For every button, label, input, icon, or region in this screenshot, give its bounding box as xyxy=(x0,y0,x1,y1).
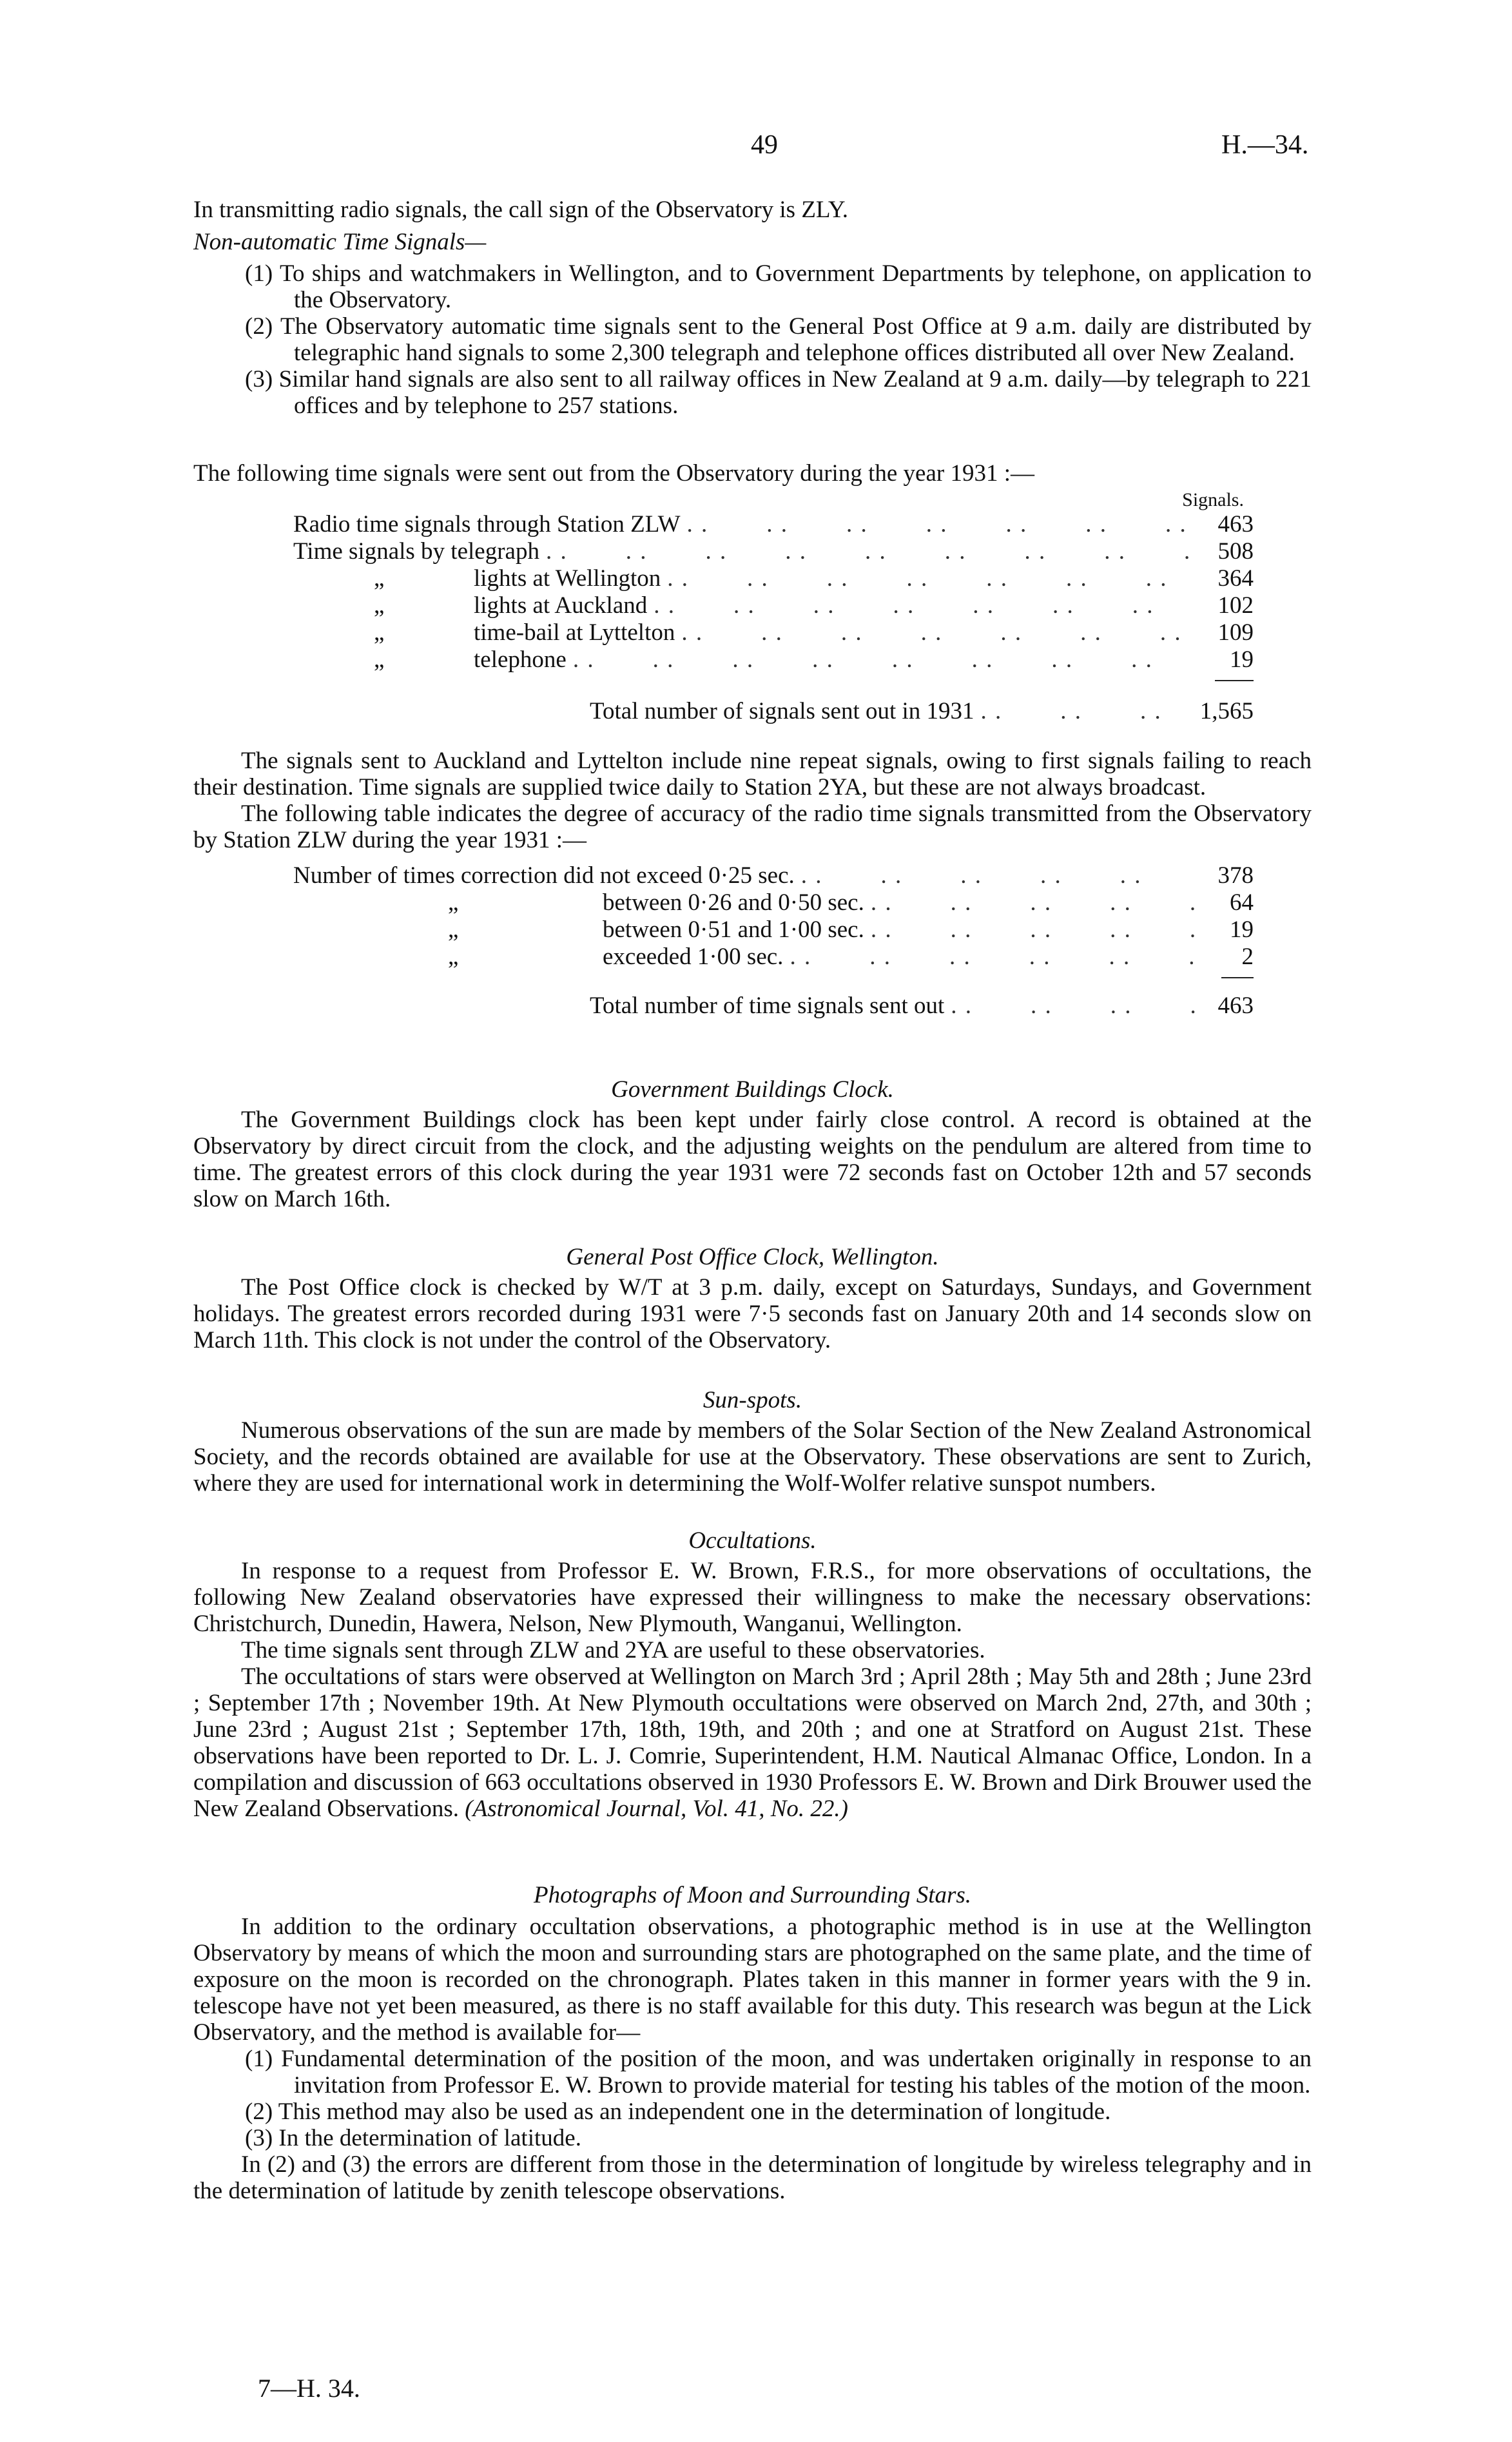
row-value: 19 xyxy=(1230,646,1254,673)
row-label: telephone xyxy=(474,646,567,673)
leader-dots xyxy=(573,646,1196,673)
section-paragraph: In response to a request from Professor E. W. Brown, F.R.S., for more observations of occultations, the following New Zealand observatories have expressed their willingness to make the necessary observations: Christchurch, Dunedin, Hawera, Nelson, New Plymouth, Wanganui, Wellington. xyxy=(193,1558,1312,1637)
table-row xyxy=(293,538,1254,565)
ditto-mark: „ xyxy=(374,619,385,646)
ditto-mark: „ xyxy=(374,592,385,619)
row-label: Time signals by telegraph xyxy=(293,538,539,565)
table-row xyxy=(293,619,1254,646)
table-row xyxy=(293,944,1254,971)
section-heading: Sun-spots. xyxy=(703,1387,802,1413)
row-label: between 0·51 and 1·00 sec. xyxy=(603,916,864,943)
table-intro: The following table indicates the degree of accuracy of the radio time signals transmitted from the Observatory by Station ZLW during the year 1931 :— xyxy=(193,800,1312,853)
list-item: (3) Similar hand signals are also sent to all railway offices in New Zealand at 9 a.m. daily—by telegraph to 221 offices and by telephone to 257 stations. xyxy=(245,366,1312,419)
row-label: exceeded 1·00 sec. xyxy=(603,944,784,970)
leader-dots xyxy=(681,619,1196,646)
row-label: lights at Wellington xyxy=(474,565,661,592)
section-paragraph: The Government Buildings clock has been kept under fairly close control. A record is obtained at the Observatory by direct circuit from the clock, and the adjusting weights on the pendulum are altered from time to time. The greatest errors of this clock during the year 1931 were 72 seconds fast on October 12th and 57 seconds slow on March 16th. xyxy=(193,1107,1312,1212)
intro-section xyxy=(193,197,1312,419)
list-item: (1) To ships and watchmakers in Wellington, and to Government Departments by telephone, on application to the Observatory. xyxy=(245,260,1312,313)
section-heading: General Post Office Clock, Wellington. xyxy=(566,1244,939,1270)
table-row xyxy=(293,646,1254,673)
row-label: lights at Auckland xyxy=(474,592,648,619)
row-value: 508 xyxy=(1217,538,1254,565)
total-label: Total number of signals sent out in 1931 xyxy=(590,698,974,724)
journal-reference: (Astronomical Journal, Vol. 41, No. 22.) xyxy=(465,1796,848,1822)
sum-rule xyxy=(1221,977,1254,978)
table-intro: The following time signals were sent out from the Observatory during the year 1931 :— xyxy=(193,460,1034,487)
section-paragraph: The Post Office clock is checked by W/T at 3 p.m. daily, except on Saturdays, Sundays, and Government holidays. The greatest errors recorded during 1931 were 7·5 seconds fast on January 20th and 14 seconds slow on March 11th. This clock is not under the control of the Observatory. xyxy=(193,1274,1312,1353)
section-heading: Government Buildings Clock. xyxy=(611,1076,894,1103)
ditto-mark: „ xyxy=(448,916,459,943)
row-value: 2 xyxy=(1241,944,1254,970)
column-header: Signals. xyxy=(1182,489,1244,510)
list-item: (2) This method may also be used as an independent one in the determination of longitude. xyxy=(245,2098,1111,2125)
sun-spots-section xyxy=(193,1387,1312,1497)
row-value: 463 xyxy=(1217,511,1254,538)
leader-dots xyxy=(801,862,1196,889)
gpo-clock-section xyxy=(193,1244,1312,1353)
table-row xyxy=(293,592,1254,619)
row-value: 19 xyxy=(1230,916,1254,943)
leader-dots xyxy=(871,889,1196,916)
leader-dots xyxy=(654,592,1196,619)
document-reference: H.—34. xyxy=(1221,130,1309,160)
section-heading: Occultations. xyxy=(688,1527,817,1554)
leader-dots xyxy=(951,993,1196,1019)
leader-dots xyxy=(687,511,1196,538)
row-value: 364 xyxy=(1217,565,1254,592)
leader-dots xyxy=(667,565,1196,592)
row-value: 109 xyxy=(1217,619,1254,646)
leader-dots xyxy=(790,944,1196,970)
table-row xyxy=(293,862,1254,889)
leader-dots xyxy=(546,538,1196,565)
ditto-mark: „ xyxy=(448,889,459,916)
accuracy-section xyxy=(193,748,1312,1020)
row-label: between 0·26 and 0·50 sec. xyxy=(603,889,864,916)
section-paragraph: Numerous observations of the sun are made by members of the Solar Section of the New Zealand Astronomical Society, and the records obtained are available for use at the Observatory. These observations are sent to Zurich, where they are used for international work in determining the Wolf-Wolfer relative sunspot numbers. xyxy=(193,1417,1312,1497)
occultations-section xyxy=(193,1527,1312,1822)
section-paragraph: The occultations of stars were observed at Wellington on March 3rd ; April 28th ; May 5th and 28th ; June 23rd ; September 17th ; November 19th. At New Plymouth occultations were observed on March 2nd, 27th, and 30th ; June 23rd ; August 21st ; September 17th, 18th, 19th, and 20th ; and one at Stratford on August 21st. These observations have been reported to Dr. L. J. Comrie, Superintendent, H.M. Nautical Almanac Office, London. In a compilation and discussion of 663 occultations observed in 1930 Professors E. W. Brown and Dirk Brouwer used the New Zealand Observations. (Astronomical Journal, Vol. 41, No. 22.) xyxy=(193,1663,1312,1822)
section-heading: Photographs of Moon and Surrounding Stars. xyxy=(533,1882,972,1908)
list-item: (3) In the determination of latitude. xyxy=(245,2125,581,2151)
ditto-mark: „ xyxy=(448,944,459,970)
footer-signature: 7—H. 34. xyxy=(258,2374,360,2403)
row-label: time-bail at Lyttelton xyxy=(474,619,675,646)
total-row xyxy=(293,993,1254,1020)
photographs-section xyxy=(193,1882,1312,2204)
row-label: Number of times correction did not exceed 0·25 sec. xyxy=(293,862,795,889)
total-row xyxy=(293,698,1254,725)
sum-rule xyxy=(1215,680,1254,681)
total-value: 1,565 xyxy=(1199,698,1254,724)
table-row xyxy=(293,889,1254,916)
table-row xyxy=(293,511,1254,538)
ditto-mark: „ xyxy=(374,646,385,673)
section-paragraph: In addition to the ordinary occultation observations, a photographic method is in use at the Wellington Observatory by means of which the moon and surrounding stars are photographed on the same plate, and the time of exposure on the moon is recorded on the chronograph. Plates taken in this manner in former years with the 9 in. telescope have not yet been measured, as there is no staff available for this duty. This research was begun at the Lick Observatory, and the method is available for— xyxy=(193,1914,1312,2046)
row-value: 102 xyxy=(1217,592,1254,619)
list-item: (1) Fundamental determination of the position of the moon, and was undertaken originally in response to an invitation from Professor E. W. Brown to provide material for testing his tables of the motion of the moon. xyxy=(245,2046,1312,2098)
repeat-signals-paragraph: The signals sent to Auckland and Lyttelton include nine repeat signals, owing to first signals failing to reach their destination. Time signals are supplied twice daily to Station 2YA, but these are not always broadcast. xyxy=(193,748,1312,800)
table-row xyxy=(293,916,1254,944)
non-automatic-heading: Non-automatic Time Signals— xyxy=(193,229,487,255)
row-value: 64 xyxy=(1230,889,1254,916)
section-paragraph: The time signals sent through ZLW and 2YA are useful to these observatories. xyxy=(241,1637,985,1663)
list-item: (2) The Observatory automatic time signals sent to the General Post Office at 9 a.m. daily are distributed by telegraphic hand signals to some 2,300 telegraph and telephone offices distributed all over New Zealand. xyxy=(245,313,1312,366)
table-row xyxy=(293,565,1254,592)
signals-table xyxy=(193,460,1312,725)
page-number: 49 xyxy=(751,130,778,160)
ditto-mark: „ xyxy=(374,565,385,592)
total-value: 463 xyxy=(1217,993,1254,1019)
intro-paragraph: In transmitting radio signals, the call sign of the Observatory is ZLY. xyxy=(193,197,849,223)
row-value: 378 xyxy=(1217,862,1254,889)
government-buildings-clock-section xyxy=(193,1076,1312,1212)
leader-dots xyxy=(871,916,1196,943)
total-label: Total number of time signals sent out xyxy=(590,993,945,1019)
row-label: Radio time signals through Station ZLW xyxy=(293,511,681,538)
accuracy-table xyxy=(193,862,1312,1020)
leader-dots xyxy=(981,698,1176,724)
section-paragraph: In (2) and (3) the errors are different from those in the determination of longitude by wireless telegraphy and in the determination of latitude by zenith telescope observations. xyxy=(193,2151,1312,2204)
